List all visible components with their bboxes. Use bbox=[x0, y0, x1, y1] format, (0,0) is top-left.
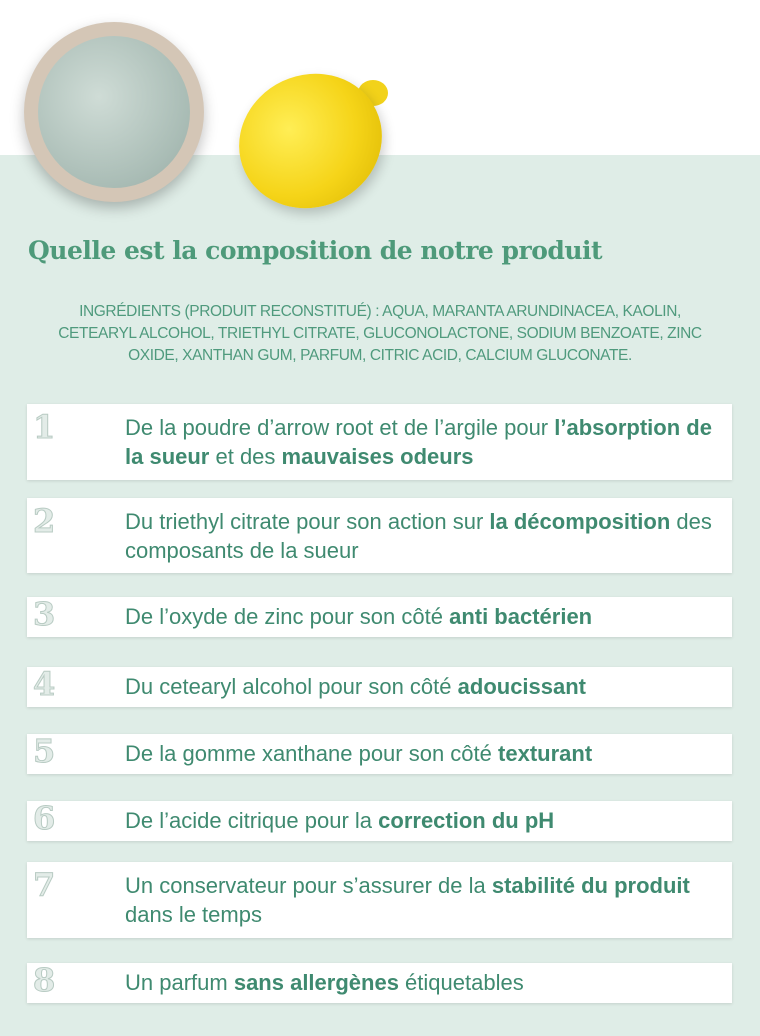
composition-item bbox=[27, 862, 732, 938]
item-text-regular: De l’acide citrique pour la bbox=[125, 808, 379, 833]
item-text bbox=[125, 968, 712, 997]
item-number: 3 bbox=[33, 595, 56, 633]
item-text-regular: et des bbox=[209, 444, 282, 469]
item-text-bold: la décomposition bbox=[489, 509, 671, 534]
item-text-bold: mauvaises odeurs bbox=[281, 444, 474, 469]
composition-item bbox=[27, 498, 732, 573]
ingredients-list: INGRÉDIENTS (PRODUIT RECONSTITUÉ) : AQUA, MARANTA ARUNDINACEA, KAOLIN, CETEARYL ALCOHOL, TRIETHYL CITRATE, GLUCONOLACTONE, SODIUM BENZOATE, ZINC OXIDE, XANTHAN GUM, PARFUM, CITRIC ACID, CALCIUM GLUCONATE. bbox=[58, 303, 702, 364]
item-text bbox=[125, 602, 712, 631]
item-text-bold: adoucissant bbox=[457, 674, 587, 699]
item-number: 8 bbox=[33, 961, 56, 999]
composition-item bbox=[27, 404, 732, 480]
item-text-regular: De la poudre d’arrow root et de l’argile pour bbox=[125, 415, 555, 440]
composition-item bbox=[27, 734, 732, 774]
item-text-bold: anti bactérien bbox=[449, 604, 593, 629]
item-text bbox=[125, 739, 712, 768]
item-text-regular: De l’oxyde de zinc pour son côté bbox=[125, 604, 450, 629]
item-text-regular: Du cetearyl alcohol pour son côté bbox=[125, 674, 458, 699]
page-title: Quelle est la composition de notre produit bbox=[28, 236, 603, 265]
item-number: 2 bbox=[33, 502, 56, 540]
item-text bbox=[125, 806, 712, 835]
item-text-regular: des composants de la sueur bbox=[125, 509, 712, 563]
item-number: 7 bbox=[33, 866, 56, 904]
item-text-regular: dans le temps bbox=[125, 902, 262, 927]
item-text-regular: Un conservateur pour s’assurer de la bbox=[125, 873, 492, 898]
item-number: 1 bbox=[33, 408, 56, 446]
item-number: 5 bbox=[33, 732, 56, 770]
item-text-regular: étiquetables bbox=[398, 970, 524, 995]
item-number: 6 bbox=[33, 799, 56, 837]
item-text bbox=[125, 413, 712, 471]
composition-item bbox=[27, 597, 732, 637]
item-text-regular: Un parfum bbox=[125, 970, 234, 995]
item-text-bold: texturant bbox=[498, 741, 593, 766]
item-text-regular: Du triethyl citrate pour son action sur bbox=[125, 509, 490, 534]
item-text bbox=[125, 672, 712, 701]
item-text-bold: stabilité du produit bbox=[491, 873, 690, 898]
clay-powder bbox=[38, 36, 190, 188]
item-text-bold: correction du pH bbox=[378, 808, 555, 833]
item-text bbox=[125, 871, 712, 929]
item-number: 4 bbox=[33, 665, 56, 703]
item-text bbox=[125, 507, 712, 565]
composition-item bbox=[27, 801, 732, 841]
clay-bowl-image bbox=[24, 22, 204, 202]
item-text-bold: l’absorption de la sueur bbox=[125, 415, 712, 469]
composition-item bbox=[27, 667, 732, 707]
item-text-bold: sans allergènes bbox=[233, 970, 399, 995]
item-text-regular: De la gomme xanthane pour son côté bbox=[125, 741, 499, 766]
composition-item bbox=[27, 963, 732, 1003]
